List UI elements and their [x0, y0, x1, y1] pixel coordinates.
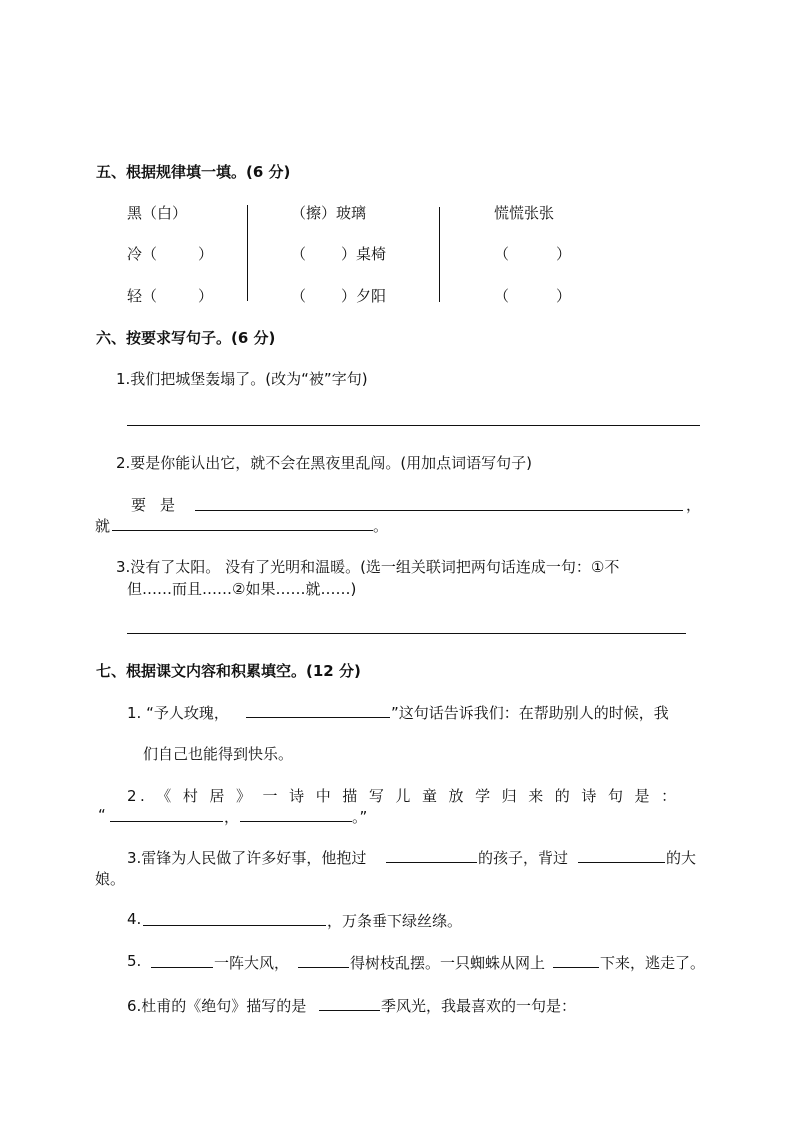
- col1-row3-close: ）: [198, 287, 214, 305]
- section-6-heading: 六、按要求写句子。(6 分): [96, 329, 276, 347]
- s6-q2-period: 。: [373, 517, 389, 535]
- col2-row2-close: ）桌椅: [341, 245, 387, 263]
- s7-q5-blank-2[interactable]: [298, 967, 349, 968]
- s6-q2-blank-1[interactable]: [195, 510, 683, 511]
- section-5-heading: 五、根据规律填一填。(6 分): [96, 163, 291, 181]
- s7-q3-blank-1[interactable]: [386, 862, 477, 863]
- s6-q2-yao: 要: [131, 496, 147, 514]
- col3-example: 慌慌张张: [494, 204, 555, 222]
- s7-q1-line2: 们自己也能得到快乐。: [143, 745, 294, 763]
- s6-q2-shi: 是: [160, 496, 176, 514]
- s7-q1-prefix: 1. “予人玫瑰，: [127, 704, 229, 722]
- col2-row3-open: （: [291, 287, 307, 305]
- column-divider: [439, 207, 440, 302]
- s7-q5-blank-1[interactable]: [151, 967, 213, 968]
- s7-q1-suffix: ”这句话告诉我们：在帮助别人的时候，我: [391, 704, 669, 722]
- s7-q4-suffix: ，万条垂下绿丝绦。: [327, 912, 463, 930]
- col3-row3-close: ）: [556, 287, 572, 305]
- s7-q3-prefix: 3.雷锋为人民做了许多好事，他抱过: [127, 849, 367, 867]
- col1-row2-prefix: 冷（: [127, 245, 158, 263]
- col1-example: 黑（白）: [127, 204, 188, 222]
- s6-q2-jiu: 就: [95, 517, 111, 535]
- s7-q6-blank[interactable]: [319, 1010, 380, 1011]
- column-divider: [247, 205, 248, 301]
- s7-q2-close: 。”: [352, 808, 368, 826]
- col2-row2-open: （: [291, 245, 307, 263]
- s7-q5-num: 5.: [127, 952, 142, 970]
- s6-q1: 1.我们把城堡轰塌了。(改为“被”字句): [116, 370, 368, 388]
- col2-row3-close: ）夕阳: [341, 287, 387, 305]
- s6-q2-blank-2[interactable]: [112, 530, 373, 531]
- s7-q3-suffix: 的大: [666, 849, 697, 867]
- s7-q2-open: “: [98, 806, 106, 824]
- s6-q3-answer-line[interactable]: [127, 633, 686, 634]
- col1-row3-prefix: 轻（: [127, 287, 158, 305]
- s7-q5-b: 得树枝乱摆。一只蜘蛛从网上: [350, 954, 546, 972]
- s6-q2-comma: ，: [686, 496, 702, 514]
- s6-q1-answer-line[interactable]: [127, 425, 700, 426]
- col3-row2-close: ）: [556, 245, 572, 263]
- col2-example: （擦）玻璃: [291, 204, 367, 222]
- s6-q2: 2.要是你能认出它，就不会在黑夜里乱闯。(用加点词语写句子): [116, 454, 533, 472]
- section-7-heading: 七、根据课文内容和积累填空。(12 分): [96, 662, 361, 680]
- s7-q2-blank-2[interactable]: [240, 821, 352, 822]
- col3-row3-open: （: [494, 287, 510, 305]
- s7-q5-blank-3[interactable]: [553, 967, 599, 968]
- s6-q3-line1: 3.没有了太阳。 没有了光明和温暖。(选一组关联词把两句话连成一句：①不: [116, 558, 620, 576]
- s7-q2-line1: 2. 《 村 居 》 一 诗 中 描 写 儿 童 放 学 归 来 的 诗 句 是 ：: [127, 787, 680, 805]
- s7-q6-suffix: 季风光，我最喜欢的一句是：: [381, 997, 577, 1015]
- s7-q5-c: 下来，逃走了。: [600, 954, 706, 972]
- s7-q2-blank-1[interactable]: [110, 821, 223, 822]
- s7-q3-mid: 的孩子，背过: [478, 849, 569, 867]
- s7-q5-a: 一阵大风，: [214, 954, 290, 972]
- s7-q4-blank[interactable]: [143, 925, 326, 926]
- s7-q2-comma: ，: [224, 808, 240, 826]
- s7-q6-prefix: 6.杜甫的《绝句》描写的是: [127, 997, 307, 1015]
- s7-q4-prefix: 4.: [127, 910, 142, 928]
- col3-row2-open: （: [494, 245, 510, 263]
- s7-q1-blank[interactable]: [246, 717, 390, 718]
- s7-q3-line2: 娘。: [95, 870, 126, 888]
- s6-q3-line2: 但……而且……②如果……就……): [127, 580, 357, 598]
- s7-q3-blank-2[interactable]: [578, 862, 665, 863]
- col1-row2-close: ）: [198, 245, 214, 263]
